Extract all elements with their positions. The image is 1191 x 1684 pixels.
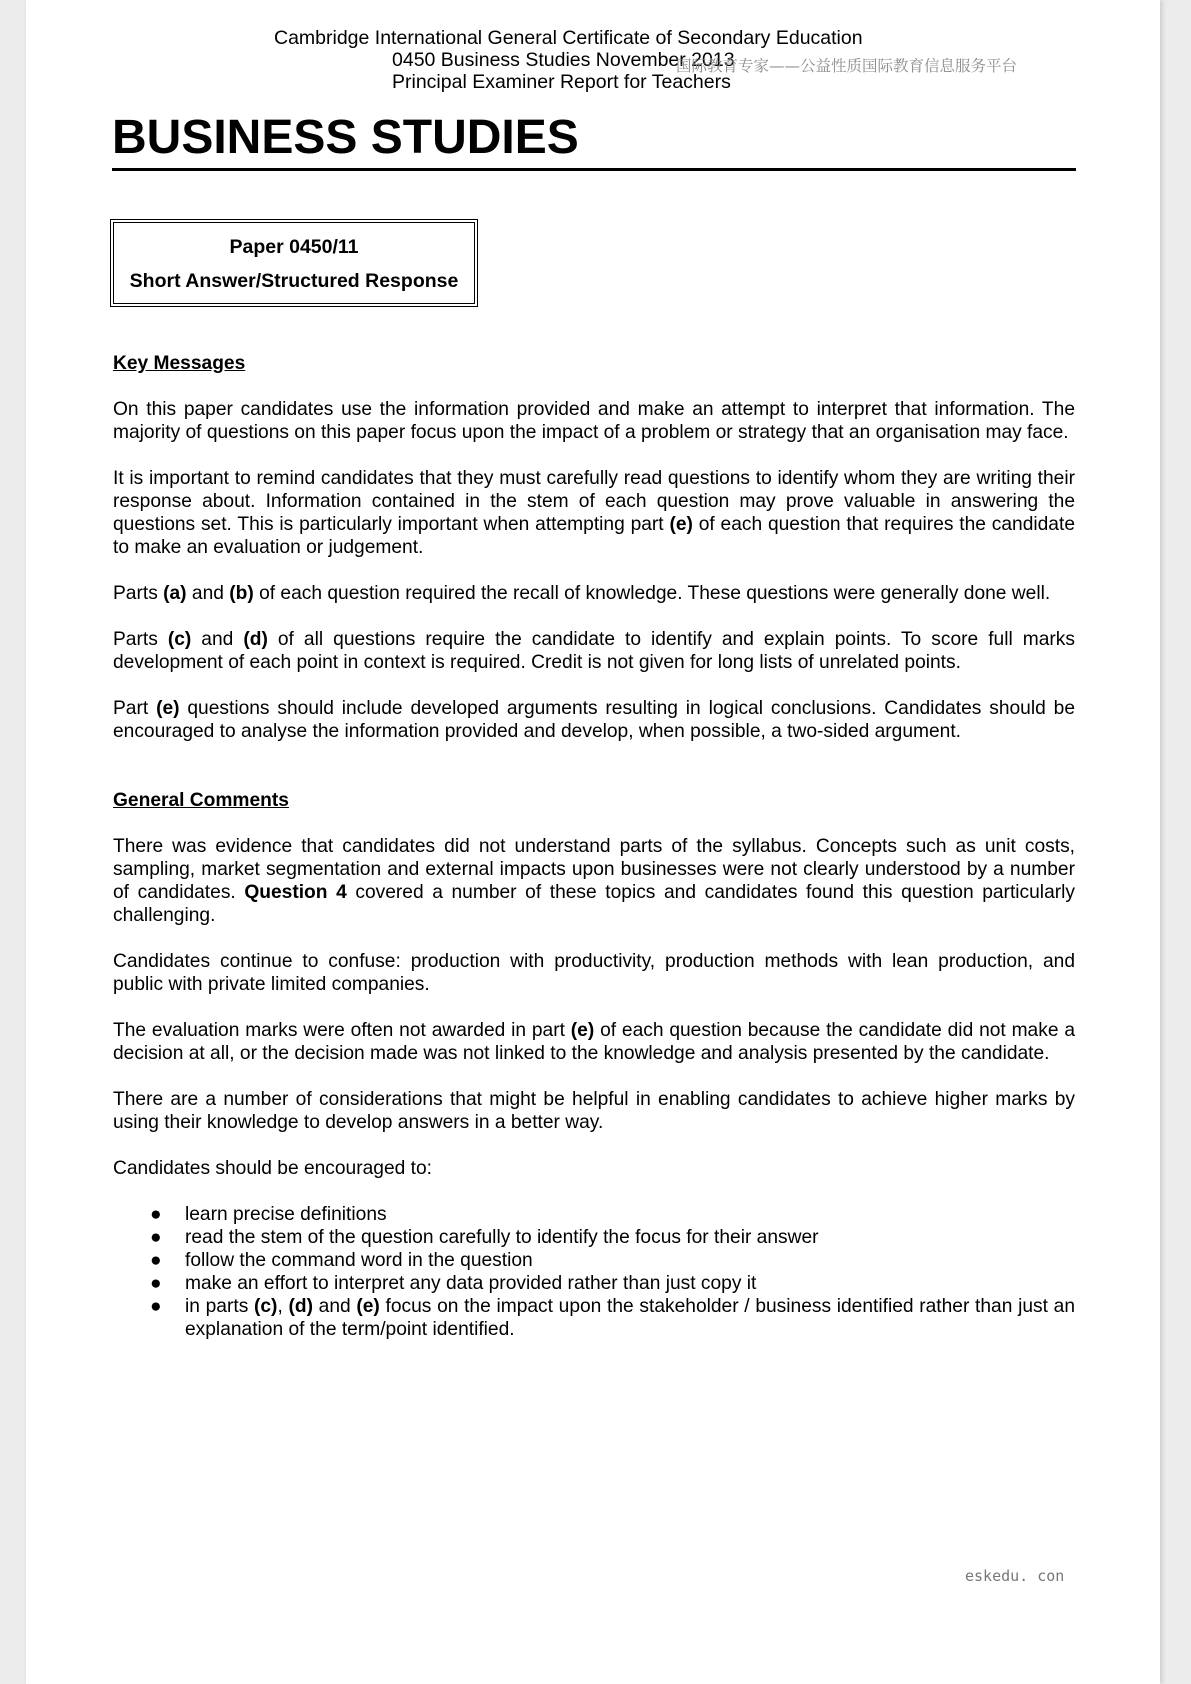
text-run: of each question that requires the candidate to make an evaluation or judgement. — [113, 514, 1075, 558]
general-comments-heading: General Comments — [113, 790, 289, 811]
general-comments-paragraph-2: Candidates continue to confuse: production with productivity, production methods with lean production, and public with private limited companies. — [113, 951, 1075, 995]
bullet-icon: ● — [150, 1204, 162, 1225]
part-ref: (e) — [570, 1020, 595, 1041]
bullet-icon: ● — [150, 1250, 162, 1271]
general-comments-paragraph-3 — [113, 1019, 1075, 1065]
question-ref: Question 4 — [244, 882, 347, 903]
text-run: of each question required the recall of knowledge. These questions were generally done well. — [253, 583, 1051, 604]
text-run: focus on the impact upon the stakeholder / business identified rather than just an explanation of the term/point identified. — [185, 1296, 1075, 1340]
watermark-text: 国际教育专家——公益性质国际教育信息服务平台 — [676, 57, 1018, 75]
text-run: There was evidence that candidates did not understand parts of the syllabus. Concepts such as unit costs, sampling, market segmentation and external impacts upon businesses were not clearly understood by a number of candidates. — [113, 836, 1075, 903]
list-item-text: make an effort to interpret any data provided rather than just copy it — [185, 1273, 757, 1294]
part-ref: (b) — [229, 583, 254, 604]
header-line-2: 0450 Business Studies November 2013 — [392, 49, 735, 71]
text-run: questions should include developed arguments resulting in logical conclusions. Candidates should be encouraged to analyse the information provided and develop, when possible, a two-sided argument. — [113, 698, 1075, 742]
page-title: BUSINESS STUDIES — [112, 111, 579, 164]
part-ref: (e) — [356, 1296, 380, 1317]
key-messages-heading: Key Messages — [113, 353, 246, 374]
part-ref: (c) — [253, 1296, 278, 1317]
key-messages-paragraph-1: On this paper candidates use the information provided and make an attempt to interpret that information. The majority of questions on this paper focus upon the impact of a problem or strategy that an organisation may face. — [113, 399, 1075, 443]
text-run: The evaluation marks were often not awarded in part — [113, 1020, 571, 1041]
paper-type: Short Answer/Structured Response — [129, 270, 459, 292]
document-page — [26, 0, 1160, 1684]
paper-code: Paper 0450/11 — [229, 236, 359, 258]
part-ref: (a) — [163, 583, 187, 604]
report-body — [113, 352, 1075, 1341]
key-messages-paragraph-2 — [113, 467, 1075, 559]
key-messages-paragraph-3 — [113, 582, 1075, 605]
header-line-3: Principal Examiner Report for Teachers — [392, 71, 731, 93]
recommendations-list — [113, 1203, 1075, 1341]
key-messages-paragraph-5 — [113, 697, 1075, 743]
list-item-text: read the stem of the question carefully to identify the focus for their answer — [185, 1227, 819, 1248]
list-item-text: learn precise definitions — [185, 1204, 387, 1225]
text-run: and — [312, 1296, 357, 1317]
general-comments-paragraph-1 — [113, 835, 1075, 927]
text-run: and — [186, 583, 230, 604]
text-run: covered a number of these topics and candidates found this question particularly challenging. — [113, 882, 1075, 926]
text-run: , — [277, 1296, 289, 1317]
part-ref: (e) — [156, 698, 180, 719]
part-ref: (d) — [243, 629, 268, 650]
title-rule — [112, 168, 1076, 171]
text-run: Part — [113, 698, 157, 719]
bullet-icon: ● — [150, 1296, 162, 1317]
bullet-icon: ● — [150, 1227, 162, 1248]
part-ref: (d) — [288, 1296, 313, 1317]
text-run: in parts — [185, 1296, 254, 1317]
general-comments-paragraph-4: There are a number of considerations that might be helpful in enabling candidates to achieve higher marks by using their knowledge to develop answers in a better way. — [113, 1089, 1075, 1133]
text-run: It is important to remind candidates that they must carefully read questions to identify whom they are writing their response about. Information contained in the stem of each question may prove valuable in answering the questions set. This is particularly important when attempting part — [113, 468, 1075, 535]
list-item — [113, 1272, 1075, 1295]
text-run: of all questions require the candidate to identify and explain points. To score full marks development of each point in context is required. Credit is not given for long lists of unrelated points. — [113, 629, 1075, 673]
list-item — [113, 1203, 1075, 1226]
footer-watermark: eskedu. con — [965, 1567, 1065, 1585]
general-comments-paragraph-5: Candidates should be encouraged to: — [113, 1158, 432, 1179]
part-ref: (c) — [167, 629, 192, 650]
text-run: Parts — [113, 583, 164, 604]
bullet-icon: ● — [150, 1273, 162, 1294]
paper-info-box — [110, 219, 478, 307]
list-item — [113, 1295, 1075, 1341]
list-item-text: follow the command word in the question — [185, 1250, 533, 1271]
text-run: of each question because the candidate did not make a decision at all, or the decision made was not linked to the knowledge and analysis presented by the candidate. — [113, 1020, 1075, 1064]
key-messages-paragraph-4 — [113, 628, 1075, 674]
list-item — [113, 1249, 1075, 1272]
part-ref: (e) — [669, 514, 693, 535]
list-item — [113, 1226, 1075, 1249]
text-run: and — [191, 629, 244, 650]
text-run: Parts — [113, 629, 168, 650]
header-line-1: Cambridge International General Certificate of Secondary Education — [274, 27, 863, 49]
